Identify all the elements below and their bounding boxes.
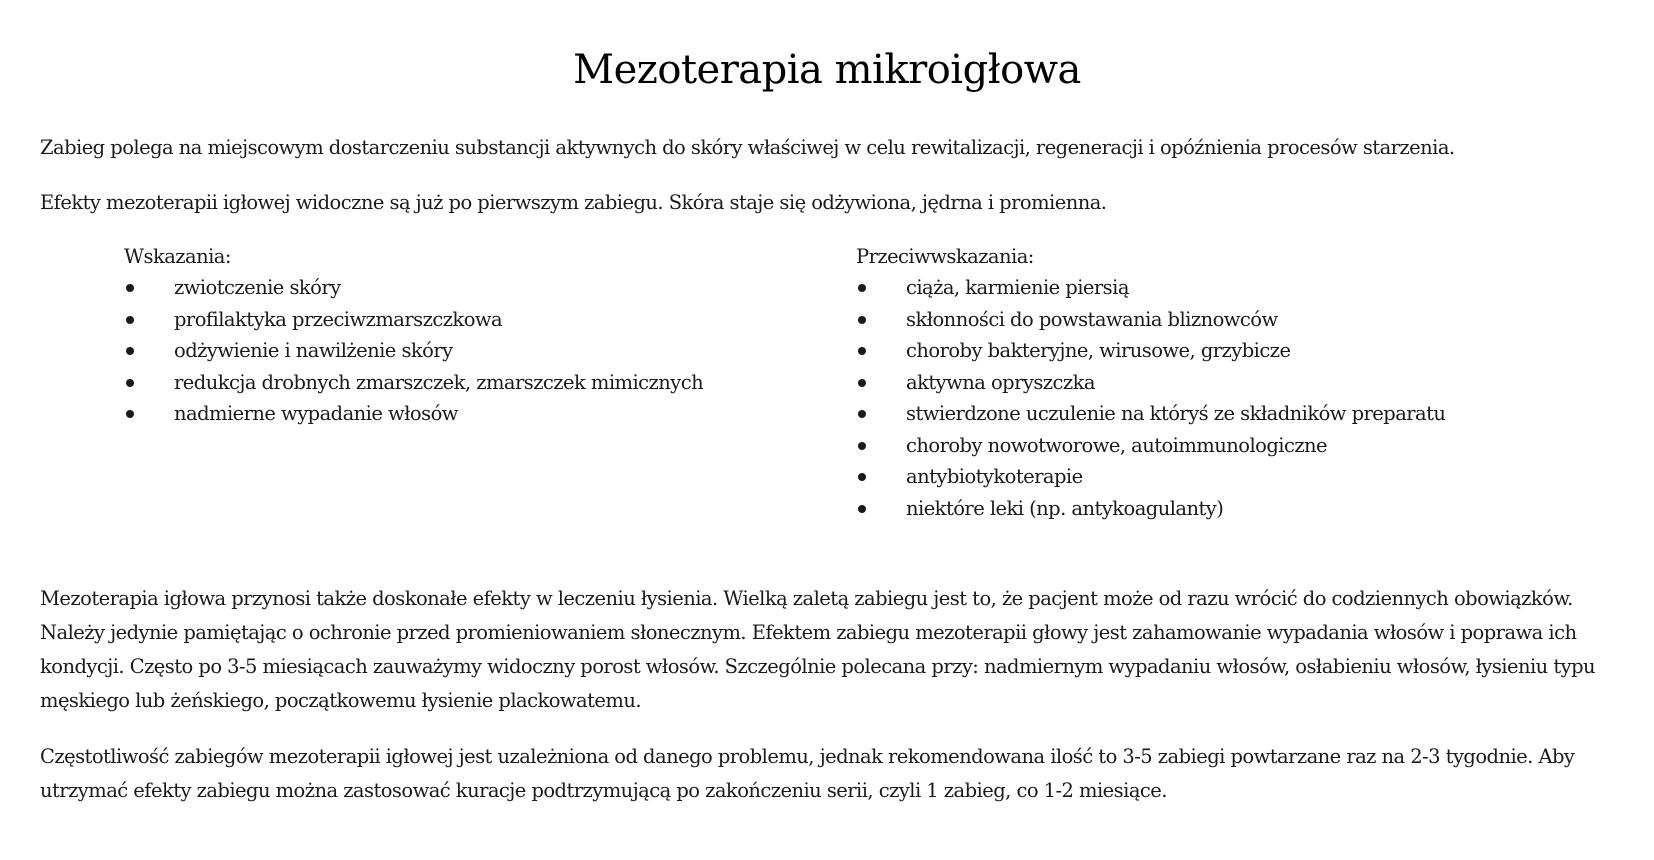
bullet-icon [858,316,866,324]
list-item-text: choroby bakteryjne, wirusowe, grzybicze [906,339,1291,362]
bullet-icon [858,505,866,513]
list-item-text: aktywna opryszczka [906,370,1095,394]
list-item-text: profilaktyka przeciwzmarszczkowa [174,307,503,331]
list-item [856,367,1646,399]
list-item [124,335,784,367]
list-item [856,398,1646,430]
list-item-text: odżywienie i nawilżenie skóry [174,339,453,362]
list-item [856,430,1646,462]
bullet-icon [126,410,134,418]
bullet-icon [858,379,866,387]
bullet-icon [858,284,866,292]
bullet-icon [858,410,866,418]
list-item-text: zwiotczenie skóry [174,276,341,299]
indications-heading: Wskazania: [124,245,231,268]
indications-list [124,272,784,430]
frequency-paragraph: Częstotliwość zabiegów mezoterapii igłowej jest uzależniona od danego problemu, jednak rekomendowana ilość to 3-5 zabiegi powtarzane raz na 2-3 tygodnie. Aby utrzymać efekty zabiegu można zastosować kuracje podtrzymującą po zakończeniu serii, czyli 1 zabieg, co 1-2 miesiące. [40,745,1575,802]
list-item [856,272,1646,304]
hair-loss-paragraph: Mezoterapia igłowa przynosi także doskonałe efekty w leczeniu łysienia. Wielką zaletą zabiegu jest to, że pacjent może od razu wrócić do codziennych obowiązków. Należy jedynie pamiętając o ochronie przed promieniowaniem słonecznym. Efektem zabiegu mezoterapii głowy jest zahamowanie wypadania włosów i poprawa ich kondycji. Często po 3-5 miesiącach zauważymy widoczny porost włosów. Szczególnie polecana przy: nadmiernym wypadaniu włosów, osłabieniu włosów, łysieniu typu męskiego lub żeńskiego, początkowemu łysienie plackowatemu. [40,587,1596,712]
bullet-icon [858,347,866,355]
bullet-icon [126,347,134,355]
list-item [856,493,1646,525]
page-title: Mezoterapia mikroigłowa [573,47,1081,93]
list-item-text: stwierdzone uczulenie na któryś ze składników preparatu [906,402,1446,425]
list-item [124,367,784,399]
list-item-text: skłonności do powstawania bliznowców [906,307,1278,331]
bullet-icon [126,284,134,292]
contraindications-heading: Przeciwwskazania: [856,245,1034,268]
list-item-text: nadmierne wypadanie włosów [174,402,458,425]
list-item-text: niektóre leki (np. antykoagulanty) [906,496,1224,520]
list-item-text: ciąża, karmienie piersią [906,276,1129,299]
bullet-icon [858,442,866,450]
list-item [856,461,1646,493]
bullet-icon [126,379,134,387]
list-item [124,304,784,336]
list-item [124,398,784,430]
list-item [856,335,1646,367]
effects-paragraph: Efekty mezoterapii igłowej widoczne są już po pierwszym zabiegu. Skóra staje się odżywiona, jędrna i promienna. [40,191,1107,214]
list-item [856,304,1646,336]
list-item-text: choroby nowotworowe, autoimmunologiczne [906,433,1328,457]
list-item [124,272,784,304]
contraindications-list [856,272,1646,524]
list-item-text: antybiotykoterapie [906,465,1083,488]
indications-column [124,241,784,430]
list-item-text: redukcja drobnych zmarszczek, zmarszczek mimicznych [174,370,704,394]
contraindications-column [856,241,1646,524]
bullet-icon [858,473,866,481]
intro-paragraph: Zabieg polega na miejscowym dostarczeniu substancji aktywnych do skóry właściwej w celu rewitalizacji, regeneracji i opóźnienia procesów starzenia. [40,136,1455,159]
bullet-icon [126,316,134,324]
